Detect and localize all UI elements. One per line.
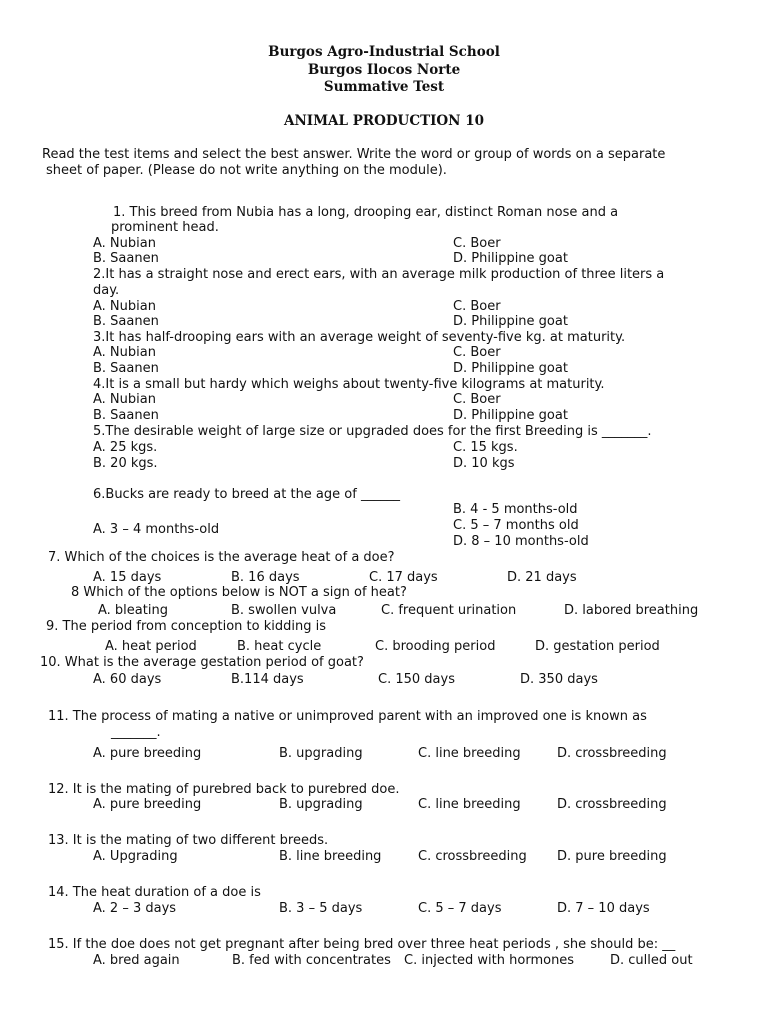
q6-option-c: C. 5 – 7 months old bbox=[453, 518, 579, 533]
q2-option-d: D. Philippine goat bbox=[453, 314, 568, 329]
q10-option-c: C. 150 days bbox=[378, 672, 455, 687]
q15-option-b: B. fed with concentrates bbox=[232, 953, 391, 968]
q11-option-b: B. upgrading bbox=[279, 746, 363, 761]
question-10: 10. What is the average gestation period of goat? bbox=[40, 655, 364, 670]
q7-option-b: B. 16 days bbox=[231, 570, 300, 585]
q15-option-a: A. bred again bbox=[93, 953, 180, 968]
q14-option-c: C. 5 – 7 days bbox=[418, 901, 502, 916]
q3-option-c: C. Boer bbox=[453, 345, 501, 360]
q9-option-c: C. brooding period bbox=[375, 639, 496, 654]
question-9: 9. The period from conception to kidding is bbox=[46, 619, 326, 634]
q8-option-d: D. labored breathing bbox=[564, 603, 699, 618]
q14-option-d: D. 7 – 10 days bbox=[557, 901, 650, 916]
q12-option-d: D. crossbreeding bbox=[557, 797, 667, 812]
q8-option-c: C. frequent urination bbox=[381, 603, 517, 618]
q4-option-c: C. Boer bbox=[453, 392, 501, 407]
school-location: Burgos Ilocos Norte bbox=[307, 62, 461, 78]
q13-option-b: B. line breeding bbox=[279, 849, 382, 864]
q13-option-a: A. Upgrading bbox=[93, 849, 178, 864]
q6-option-d: D. 8 – 10 months-old bbox=[453, 534, 589, 549]
question-2-cont: day. bbox=[93, 283, 120, 298]
q5-option-b: B. 20 kgs. bbox=[93, 456, 158, 471]
question-11-cont: _______. bbox=[111, 725, 161, 740]
question-13: 13. It is the mating of two different breeds. bbox=[48, 833, 329, 848]
q2-option-c: C. Boer bbox=[453, 299, 501, 314]
question-15: 15. If the doe does not get pregnant after being bred over three heat periods , she should be: __ bbox=[48, 937, 676, 952]
q11-option-a: A. pure breeding bbox=[93, 746, 202, 761]
q5-option-c: C. 15 kgs. bbox=[453, 440, 518, 455]
q12-option-b: B. upgrading bbox=[279, 797, 363, 812]
q4-option-b: B. Saanen bbox=[93, 408, 159, 423]
q10-option-a: A. 60 days bbox=[93, 672, 162, 687]
question-7: 7. Which of the choices is the average heat of a doe? bbox=[48, 550, 395, 565]
question-8: 8 Which of the options below is NOT a sign of heat? bbox=[71, 585, 407, 600]
q8-option-b: B. swollen vulva bbox=[231, 603, 337, 618]
q10-option-b: B.114 days bbox=[231, 672, 304, 687]
q14-option-b: B. 3 – 5 days bbox=[279, 901, 363, 916]
q10-option-d: D. 350 days bbox=[520, 672, 598, 687]
q11-option-c: C. line breeding bbox=[418, 746, 521, 761]
q4-option-d: D. Philippine goat bbox=[453, 408, 568, 423]
q14-option-a: A. 2 – 3 days bbox=[93, 901, 177, 916]
q2-option-b: B. Saanen bbox=[93, 314, 159, 329]
school-name: Burgos Agro-Industrial School bbox=[268, 44, 500, 60]
q8-option-a: A. bleating bbox=[98, 603, 168, 618]
question-12: 12. It is the mating of purebred back to purebred doe. bbox=[48, 782, 400, 797]
q9-option-b: B. heat cycle bbox=[237, 639, 322, 654]
q15-option-c: C. injected with hormones bbox=[404, 953, 575, 968]
q1-option-c: C. Boer bbox=[453, 236, 501, 251]
test-type: Summative Test bbox=[323, 79, 445, 95]
q3-option-a: A. Nubian bbox=[93, 345, 156, 360]
q6-option-b: B. 4 - 5 months-old bbox=[453, 502, 578, 517]
q1-option-d: D. Philippine goat bbox=[453, 251, 568, 266]
subject-title: ANIMAL PRODUCTION 10 bbox=[283, 113, 485, 129]
instructions-line-1: Read the test items and select the best answer. Write the word or group of words on a separate bbox=[42, 147, 666, 162]
question-5: 5.The desirable weight of large size or upgraded does for the first Breeding is _______. bbox=[93, 424, 652, 439]
q5-option-a: A. 25 kgs. bbox=[93, 440, 158, 455]
question-6: 6.Bucks are ready to breed at the age of ______ bbox=[93, 487, 400, 502]
q9-option-d: D. gestation period bbox=[535, 639, 660, 654]
q1-option-a: A. Nubian bbox=[93, 236, 156, 251]
q1-option-b: B. Saanen bbox=[93, 251, 159, 266]
instructions-line-2: sheet of paper. (Please do not write anything on the module). bbox=[46, 163, 447, 178]
q3-option-d: D. Philippine goat bbox=[453, 361, 568, 376]
q7-option-c: C. 17 days bbox=[369, 570, 438, 585]
question-1-cont: prominent head. bbox=[111, 220, 219, 235]
q15-option-d: D. culled out bbox=[610, 953, 693, 968]
q4-option-a: A. Nubian bbox=[93, 392, 156, 407]
question-1: 1. This breed from Nubia has a long, drooping ear, distinct Roman nose and a bbox=[113, 205, 619, 220]
q12-option-a: A. pure breeding bbox=[93, 797, 202, 812]
q6-option-a: A. 3 – 4 months-old bbox=[93, 522, 220, 537]
q2-option-a: A. Nubian bbox=[93, 299, 156, 314]
q13-option-d: D. pure breeding bbox=[557, 849, 667, 864]
q11-option-d: D. crossbreeding bbox=[557, 746, 667, 761]
question-4: 4.It is a small but hardy which weighs about twenty-five kilograms at maturity. bbox=[93, 377, 605, 392]
question-14: 14. The heat duration of a doe is bbox=[48, 885, 261, 900]
q3-option-b: B. Saanen bbox=[93, 361, 159, 376]
q12-option-c: C. line breeding bbox=[418, 797, 521, 812]
question-2: 2.It has a straight nose and erect ears, with an average milk production of three liters a bbox=[93, 267, 665, 282]
q9-option-a: A. heat period bbox=[105, 639, 197, 654]
q5-option-d: D. 10 kgs bbox=[453, 456, 515, 471]
q13-option-c: C. crossbreeding bbox=[418, 849, 527, 864]
q7-option-a: A. 15 days bbox=[93, 570, 162, 585]
q7-option-d: D. 21 days bbox=[507, 570, 577, 585]
question-11: 11. The process of mating a native or unimproved parent with an improved one is known as bbox=[48, 709, 647, 724]
question-3: 3.It has half-drooping ears with an average weight of seventy-five kg. at maturity. bbox=[93, 330, 626, 345]
